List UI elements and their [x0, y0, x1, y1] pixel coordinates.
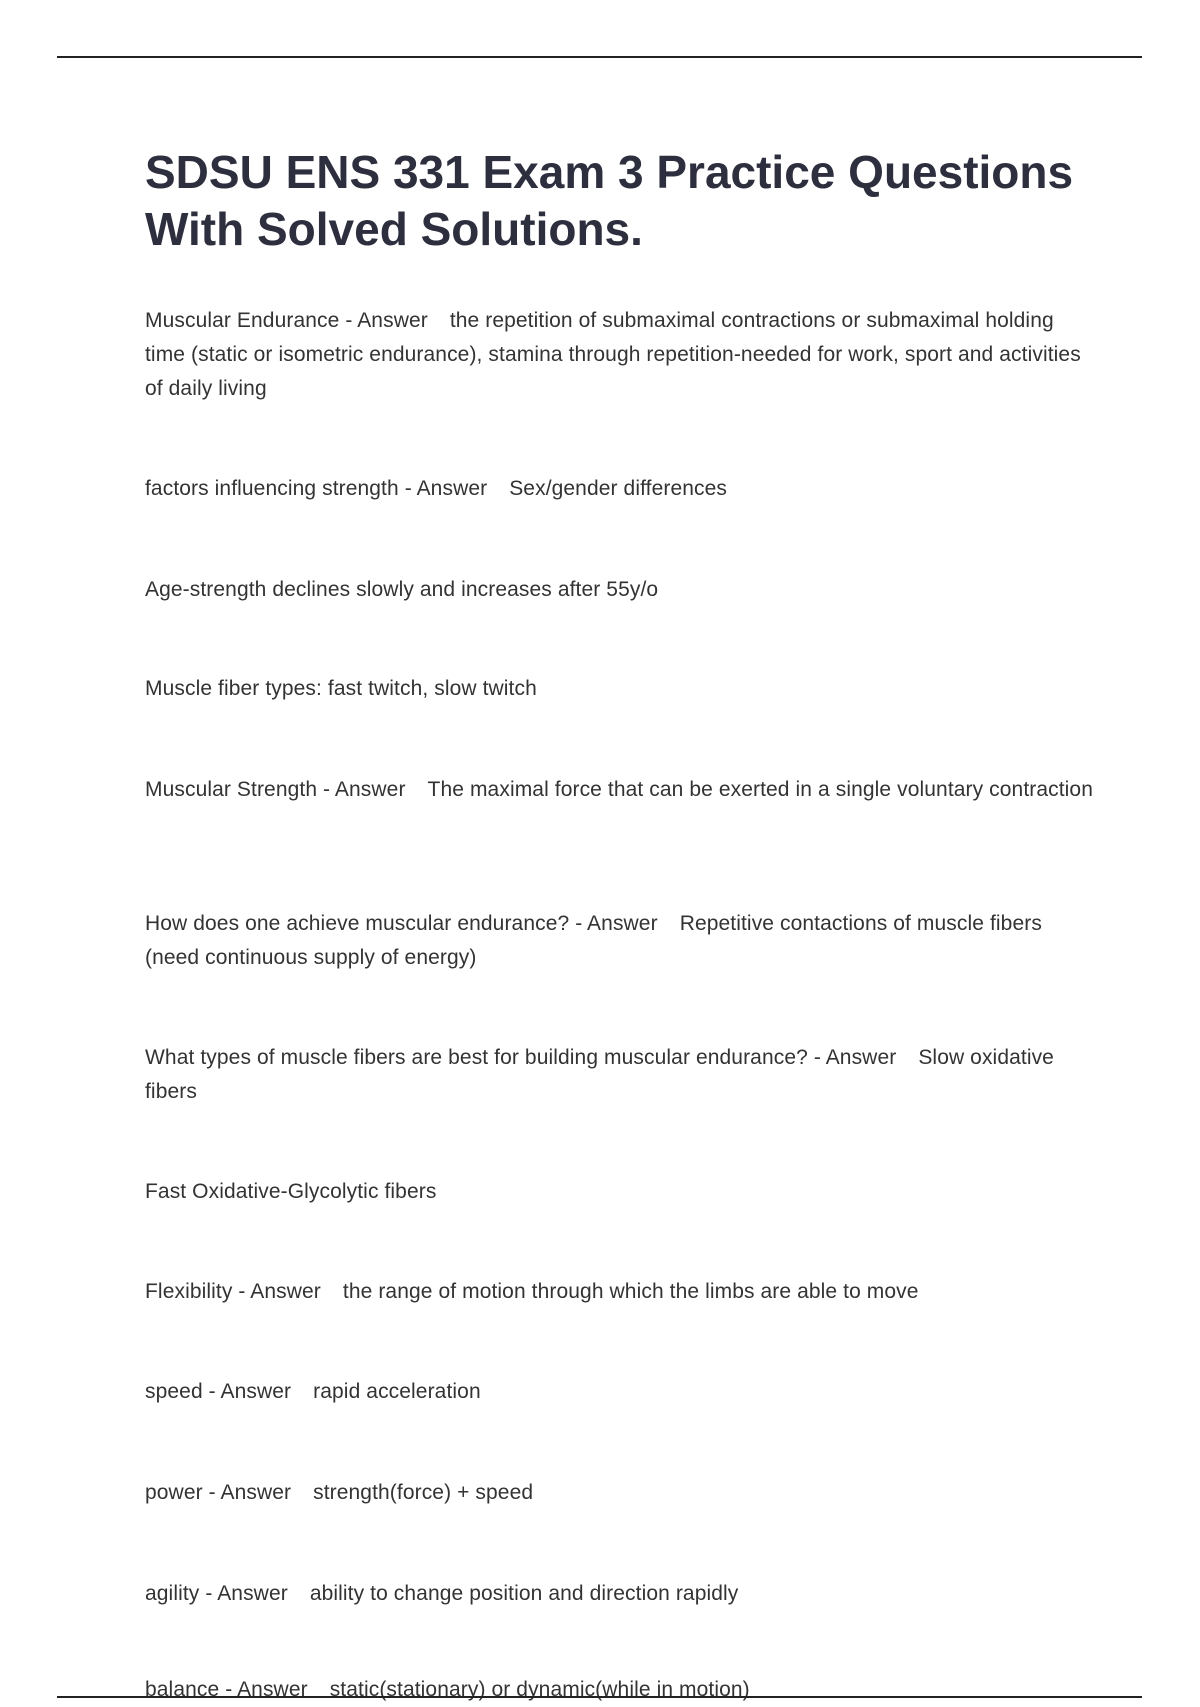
term: agility - Answer [145, 1582, 288, 1605]
text-entry-age-strength: Age-strength declines slowly and increases after 55y/o [145, 578, 659, 601]
term: Muscular Strength - Answer [145, 778, 406, 801]
answer: Sex/gender differences [509, 477, 727, 500]
qa-entry-power [145, 1476, 1095, 1510]
qa-entry-factors-strength [145, 472, 1095, 506]
term: What types of muscle fibers are best for building muscular endurance? - Answer [145, 1046, 897, 1069]
qa-entry-flexibility [145, 1275, 1095, 1309]
answer: rapid acceleration [313, 1380, 481, 1403]
answer: the range of motion through which the limbs are able to move [342, 1280, 919, 1303]
text-entry-fast-oxidative: Fast Oxidative-Glycolytic fibers [145, 1180, 437, 1203]
term: speed - Answer [145, 1380, 292, 1403]
term: factors influencing strength - Answer [145, 477, 488, 500]
term: power - Answer [145, 1481, 292, 1504]
answer: strength(force) + speed [313, 1481, 534, 1504]
page-title: SDSU ENS 331 Exam 3 Practice Questions With Solved Solutions. [145, 146, 1074, 255]
answer: static(stationary) or dynamic(while in motion) [329, 1678, 750, 1701]
answer: The maximal force that can be exerted in a single voluntary contraction [427, 778, 1093, 801]
qa-entry-speed [145, 1375, 1095, 1409]
answer: Slow oxidative fibers [145, 1046, 1054, 1103]
answer: ability to change position and direction rapidly [309, 1582, 739, 1605]
header-rule [57, 56, 1142, 58]
text-entry-muscle-fiber-types: Muscle fiber types: fast twitch, slow twitch [145, 677, 537, 700]
qa-entry-balance [145, 1673, 1095, 1707]
qa-entry-fiber-types-endurance [145, 1041, 1095, 1109]
term: How does one achieve muscular endurance? - Answer [145, 912, 658, 935]
qa-entry-muscular-strength [145, 773, 1095, 807]
answer: Repetitive contactions of muscle fibers (need continuous supply of energy) [145, 912, 1042, 969]
footer-rule [57, 1696, 1142, 1698]
qa-entry-agility [145, 1577, 1095, 1611]
term: Flexibility - Answer [145, 1280, 321, 1303]
qa-entry-achieve-endurance [145, 907, 1095, 975]
term: balance - Answer [145, 1678, 308, 1701]
term: Muscular Endurance - Answer [145, 309, 428, 332]
qa-entry-muscular-endurance [145, 304, 1095, 406]
answer: the repetition of submaximal contractions or submaximal holding time (static or isometric endurance), stamina through repetition-needed for work, sport and activities of daily living [145, 309, 1081, 400]
